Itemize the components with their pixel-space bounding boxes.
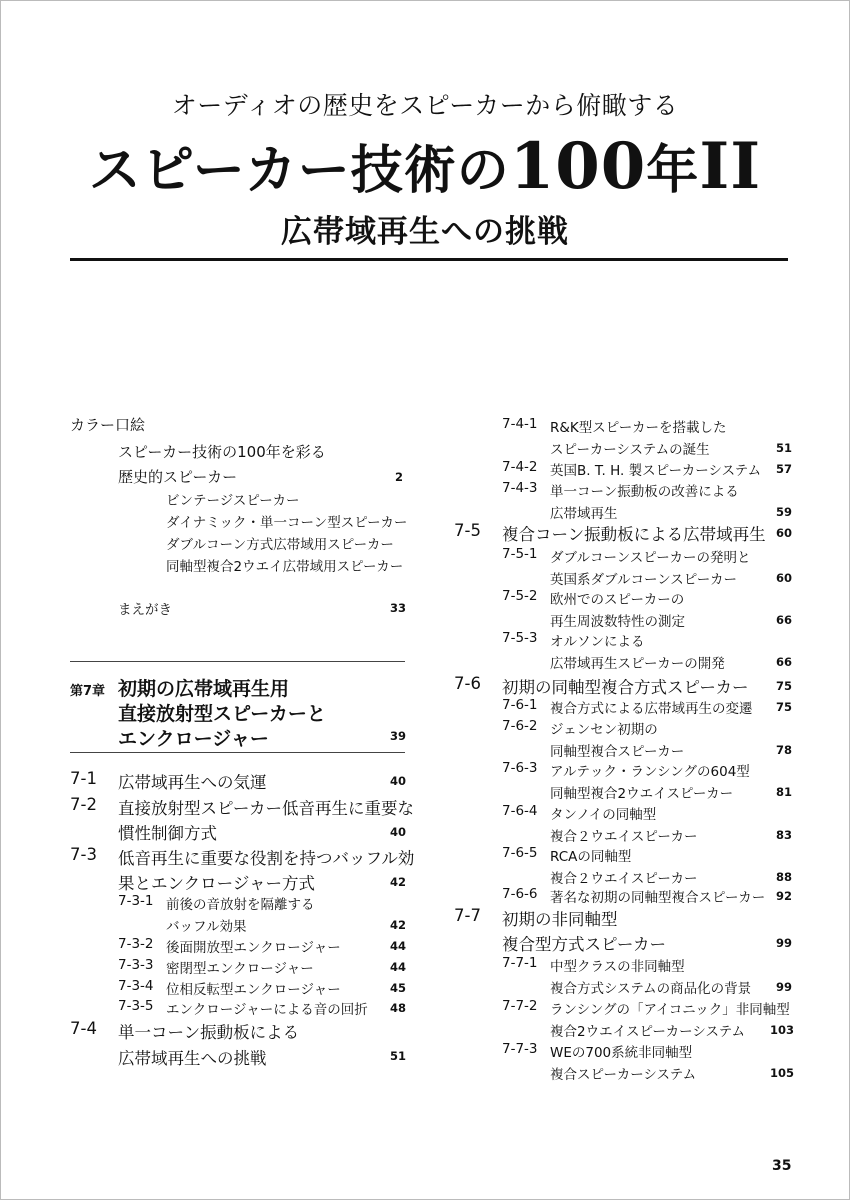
subsection-title: 複合２ウエイスピーカー — [550, 829, 698, 845]
section-number: 7-6 — [454, 674, 481, 693]
page-number: 66 — [776, 613, 793, 627]
color-sub-item: ダイナミック・単一コーン型スピーカー — [166, 515, 408, 531]
page-number: 44 — [390, 960, 407, 974]
page-number: 44 — [390, 939, 407, 953]
page-number: 103 — [770, 1023, 795, 1037]
page-number: 40 — [390, 774, 407, 788]
subsection-number: 7-4-2 — [502, 459, 538, 475]
title-part2: 年 — [646, 141, 700, 201]
page-number: 83 — [776, 828, 793, 842]
title-number: 100 — [509, 129, 647, 204]
color-sub-item: ビンテージスピーカー — [166, 493, 300, 509]
subsection-title: アルテック・ランシングの604型 — [550, 764, 750, 780]
chapter-rule-top — [70, 661, 405, 662]
section-title: 複合型方式スピーカー — [502, 935, 667, 954]
book-title — [0, 128, 850, 204]
page-number: 51 — [776, 441, 793, 455]
page-number: 75 — [776, 679, 793, 693]
page-number: 48 — [390, 1001, 407, 1015]
subsection-title: エンクロージャーによる音の回折 — [166, 1002, 368, 1018]
page-number: 2 — [395, 470, 404, 484]
subsection-title: WEの700系統非同軸型 — [550, 1045, 693, 1061]
subsection-title: 英国B. T. H. 製スピーカーシステム — [550, 463, 762, 479]
color-section-title: カラー口絵 — [70, 416, 146, 434]
page-number: 59 — [776, 505, 793, 519]
subsection-title: 密閉型エンクロージャー — [166, 961, 314, 977]
section-number: 7-5 — [454, 521, 481, 540]
subsection-number: 7-7-2 — [502, 998, 538, 1014]
subsection-title: 欧州でのスピーカーの — [550, 592, 685, 608]
subsection-title: R&K型スピーカーを搭載した — [550, 420, 727, 436]
subsection-number: 7-5-1 — [502, 546, 538, 562]
subsection-title: ジェンセン初期の — [550, 722, 658, 738]
page-number: 33 — [390, 601, 407, 615]
book-title-sub: 広帯域再生への挑戦 — [281, 214, 569, 250]
page-number: 57 — [776, 462, 793, 476]
subsection-title: 位相反転型エンクロージャー — [166, 982, 341, 998]
subsection-number: 7-3-2 — [118, 936, 154, 952]
subsection-number: 7-5-2 — [502, 588, 538, 604]
subsection-title: 複合スピーカーシステム — [550, 1067, 697, 1083]
color-sub-item: ダブルコーン方式広帯域用スピーカー — [166, 537, 394, 553]
page-number: 42 — [390, 875, 407, 889]
subsection-number: 7-4-1 — [502, 416, 538, 432]
subsection-title: 同軸型複合2ウエイスピーカー — [550, 786, 734, 802]
subsection-title: 再生周波数特性の測定 — [550, 614, 685, 630]
subsection-title: 中型クラスの非同軸型 — [550, 959, 685, 975]
page-number: 78 — [776, 743, 793, 757]
page-number: 40 — [390, 825, 407, 839]
subsection-title: ダブルコーンスピーカーの発明と — [550, 550, 751, 566]
section-title: 果とエンクロージャー方式 — [118, 874, 316, 893]
preface-title: まえがき — [118, 602, 172, 618]
title-roman: II — [699, 129, 762, 204]
page-number: 42 — [390, 918, 407, 932]
subsection-title: ランシングの「アイコニック」非同軸型 — [550, 1002, 790, 1018]
chapter-title: 初期の広帯域再生用 — [118, 678, 290, 700]
subsection-title: RCAの同軸型 — [550, 849, 632, 865]
page-number: 45 — [390, 981, 407, 995]
page-number: 99 — [776, 936, 793, 950]
header-rule — [70, 258, 788, 261]
subsection-number: 7-5-3 — [502, 630, 538, 646]
subsection-title: バッフル効果 — [166, 919, 247, 935]
subsection-title: 前後の音放射を隔離する — [166, 897, 315, 913]
page-number: 99 — [776, 980, 793, 994]
section-number: 7-2 — [70, 795, 97, 814]
subsection-number: 7-3-4 — [118, 978, 154, 994]
subsection-number: 7-6-6 — [502, 886, 538, 902]
page-number: 88 — [776, 870, 793, 884]
page-number: 51 — [390, 1049, 407, 1063]
subsection-title: タンノイの同軸型 — [550, 807, 657, 823]
section-number: 7-4 — [70, 1019, 97, 1038]
color-sub-item: 同軸型複合2ウエイ広帯域用スピーカー — [166, 559, 404, 575]
subsection-number: 7-6-4 — [502, 803, 538, 819]
subsection-title: オルソンによる — [550, 634, 645, 650]
subsection-title: 複合2ウエイスピーカーシステム — [550, 1024, 746, 1040]
subsection-number: 7-6-5 — [502, 845, 538, 861]
subsection-number: 7-3-1 — [118, 893, 154, 909]
page-folio: 35 — [772, 1158, 792, 1174]
page-number: 39 — [390, 729, 407, 743]
subsection-number: 7-7-1 — [502, 955, 538, 971]
subsection-title: 著名な初期の同軸型複合スピーカー — [550, 890, 766, 906]
page-number: 105 — [770, 1066, 795, 1080]
section-title: 単一コーン振動板による — [118, 1023, 300, 1042]
section-title: 初期の非同軸型 — [502, 910, 618, 929]
subsection-number: 7-4-3 — [502, 480, 538, 496]
subsection-title: 広帯域再生 — [550, 506, 618, 522]
chapter-label: 第7章 — [70, 684, 106, 699]
section-number: 7-1 — [70, 769, 97, 788]
page-number: 60 — [776, 571, 793, 585]
toc-entry-text: スピーカー技術の100年を彩る — [118, 443, 326, 461]
subsection-title: 英国系ダブルコーンスピーカー — [550, 572, 737, 588]
section-title: 直接放射型スピーカー低音再生に重要な — [118, 799, 415, 818]
page-number: 66 — [776, 655, 793, 669]
subsection-title: 複合２ウエイスピーカー — [550, 871, 698, 887]
subsection-title: 同軸型複合スピーカー — [550, 744, 685, 760]
section-title: 慣性制御方式 — [118, 824, 217, 843]
section-title: 初期の同軸型複合方式スピーカー — [502, 678, 749, 697]
section-number: 7-3 — [70, 845, 97, 864]
subsection-number: 7-3-3 — [118, 957, 154, 973]
page-number: 92 — [776, 889, 793, 903]
section-title: 広帯域再生への気運 — [118, 773, 267, 792]
section-title: 低音再生に重要な役割を持つバッフル効 — [118, 849, 415, 868]
subsection-title: 単一コーン振動板の改善による — [550, 484, 739, 500]
chapter-rule-bottom — [70, 752, 405, 753]
subsection-number: 7-6-1 — [502, 697, 538, 713]
subsection-title: スピーカーシステムの誕生 — [550, 442, 710, 458]
toc-entry-text: 歴史的スピーカー — [118, 468, 238, 486]
subsection-title: 広帯域再生スピーカーの開発 — [550, 656, 725, 672]
subsection-number: 7-6-2 — [502, 718, 538, 734]
subsection-number: 7-7-3 — [502, 1041, 538, 1057]
page-number: 75 — [776, 700, 793, 714]
chapter-title: エンクロージャー — [118, 728, 269, 750]
subsection-number: 7-6-3 — [502, 760, 538, 776]
subsection-title: 複合方式システムの商品化の背景 — [550, 981, 752, 997]
chapter-title: 直接放射型スピーカーと — [118, 703, 326, 725]
section-number: 7-7 — [454, 906, 481, 925]
book-subtitle: オーディオの歴史をスピーカーから俯瞰する — [171, 91, 679, 120]
page-number: 81 — [776, 785, 793, 799]
section-title: 広帯域再生への挑戦 — [118, 1049, 267, 1068]
subsection-title: 複合方式による広帯域再生の変遷 — [550, 701, 753, 717]
title-part1: スピーカー技術の — [88, 141, 510, 201]
subsection-number: 7-3-5 — [118, 998, 154, 1014]
subsection-title: 後面開放型エンクロージャー — [166, 940, 341, 956]
section-title: 複合コーン振動板による広帯域再生 — [502, 525, 766, 544]
page-number: 60 — [776, 526, 793, 540]
